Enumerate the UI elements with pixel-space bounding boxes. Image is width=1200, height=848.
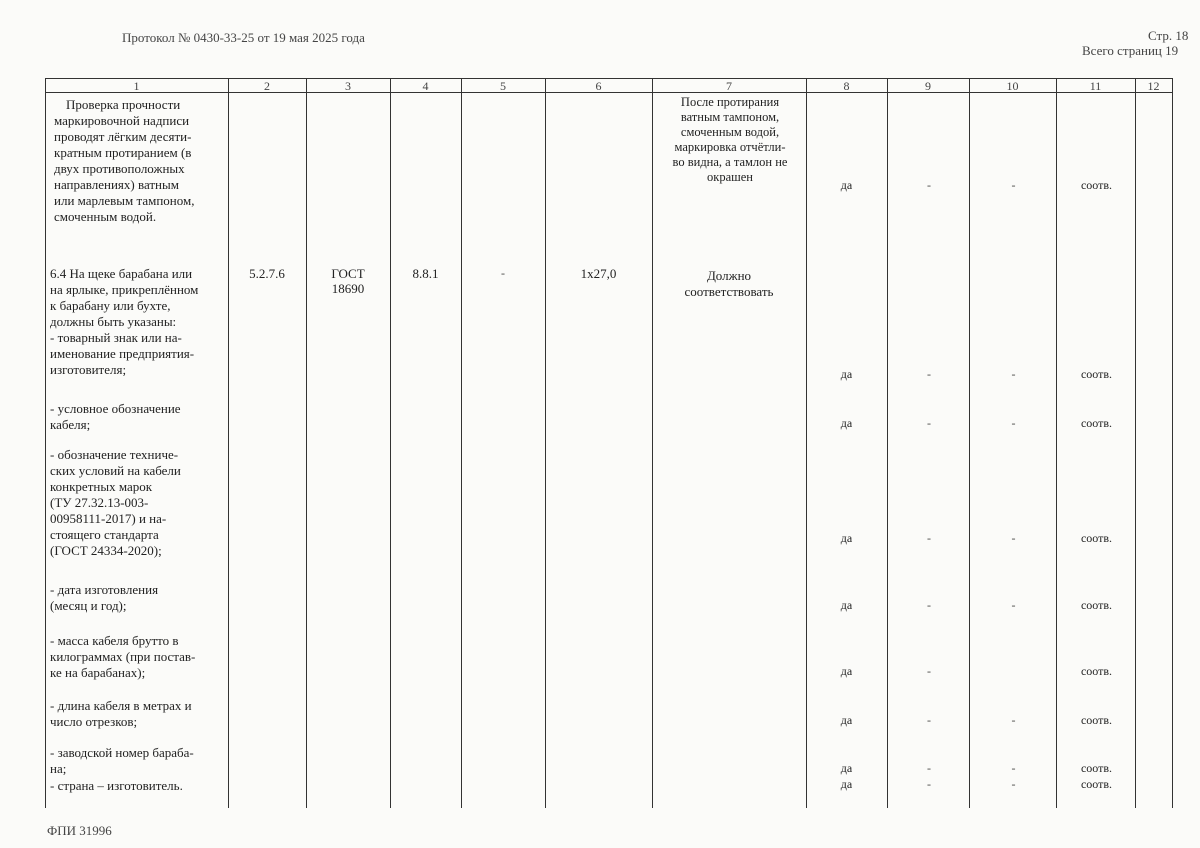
- column-number: 2: [264, 79, 270, 93]
- row-text-strength-check: Проверка прочности маркировочной надписи проводят лёгким десяти- кратным протиранием (в двух противоположных направлениях) ватным или марлевым тампоном, смоченным водой.: [54, 97, 195, 224]
- result-col10: -: [1011, 713, 1016, 727]
- result-col9: -: [927, 416, 931, 430]
- result-col11: соотв.: [1080, 531, 1113, 545]
- result-col9: -: [927, 598, 931, 612]
- result-col8: да: [840, 178, 853, 192]
- column-number: 3: [345, 79, 351, 93]
- column-number: 7: [726, 79, 732, 93]
- result-col9: -: [927, 664, 931, 678]
- result-col9: -: [927, 531, 931, 545]
- result-col11: соотв.: [1080, 713, 1113, 727]
- result-col11: соотв.: [1080, 664, 1113, 678]
- row-text-cable-length: - длина кабеля в метрах и число отрезков;: [50, 698, 192, 729]
- row-text-6-4: 6.4 На щеке барабана или на ярлыке, прикреплённом к барабану или бухте, должны быть указаны: - товарный знак или на- именование предприятия- изготовителя;: [50, 266, 199, 377]
- column-number: 12: [1147, 79, 1160, 93]
- result-col10: -: [1011, 777, 1016, 791]
- result-col8: да: [840, 777, 853, 791]
- result-col11: соотв.: [1080, 598, 1113, 612]
- requirement-after-wiping: После протирания ватным тампоном, смоченным водой, маркировка отчётли- во видна, а тамлон не окрашен: [672, 95, 788, 184]
- result-col10: -: [1011, 761, 1016, 775]
- result-col10: -: [1011, 416, 1016, 430]
- column-number: 10: [1006, 79, 1019, 93]
- result-col9: -: [927, 367, 931, 381]
- row-text-drum-number: - заводской номер бараба- на;: [50, 745, 194, 776]
- column-number: 6: [595, 79, 602, 93]
- result-col8: да: [840, 761, 853, 775]
- total-pages: Всего страниц 19: [1082, 43, 1179, 58]
- column-number: 4: [422, 79, 429, 93]
- footer-code: ФПИ 31996: [47, 823, 112, 838]
- method-clause: 8.8.1: [412, 266, 439, 281]
- row-text-cable-designation: - условное обозначение кабеля;: [50, 401, 181, 432]
- row-text-country: - страна – изготовитель.: [50, 778, 183, 793]
- sample-value: 1x27,0: [580, 266, 617, 281]
- page-number: Стр. 18: [1148, 28, 1189, 43]
- column-number: 8: [843, 79, 850, 93]
- table-border-left: [45, 78, 46, 808]
- clause-number: 5.2.7.6: [249, 266, 285, 281]
- column-number: 1: [133, 79, 140, 93]
- result-col9: -: [927, 761, 931, 775]
- table-border-right: [1172, 78, 1173, 808]
- result-col10: -: [1011, 178, 1016, 192]
- row-text-manufacture-date: - дата изготовления (месяц и год);: [50, 582, 159, 613]
- result-col11: соотв.: [1080, 761, 1113, 775]
- row-text-tech-conditions: - обозначение техниче- ских условий на кабели конкретных марок (ТУ 27.32.13-003- 00958111-2017) и на- стоящего стандарта (ГОСТ 24334-2020);: [50, 447, 181, 558]
- protocol-header: Протокол № 0430-33-25 от 19 мая 2025 года: [122, 30, 365, 45]
- requirement-must-comply: Должно соответствовать: [684, 268, 774, 299]
- result-col10: -: [1011, 531, 1016, 545]
- result-col10: -: [1011, 367, 1016, 381]
- result-col11: соотв.: [1080, 777, 1113, 791]
- column-number: 11: [1089, 79, 1102, 93]
- result-col11: соотв.: [1080, 416, 1113, 430]
- result-col11: соотв.: [1080, 178, 1113, 192]
- result-col11: соотв.: [1080, 367, 1113, 381]
- result-col9: -: [927, 777, 931, 791]
- result-col8: да: [840, 713, 853, 727]
- row-text-gross-weight: - масса кабеля брутто в килограммах (при постав- ке на барабанах);: [50, 633, 196, 680]
- result-col10: -: [1011, 598, 1016, 612]
- col5-value: -: [501, 266, 505, 280]
- result-col8: да: [840, 531, 853, 545]
- result-col8: да: [840, 664, 853, 678]
- column-number: 5: [500, 79, 506, 93]
- result-col9: -: [927, 713, 931, 727]
- result-col8: да: [840, 598, 853, 612]
- result-col8: да: [840, 416, 853, 430]
- result-col8: да: [840, 367, 853, 381]
- standard-ref: ГОСТ 18690: [331, 266, 365, 296]
- result-col9: -: [927, 178, 931, 192]
- column-number: 9: [925, 79, 931, 93]
